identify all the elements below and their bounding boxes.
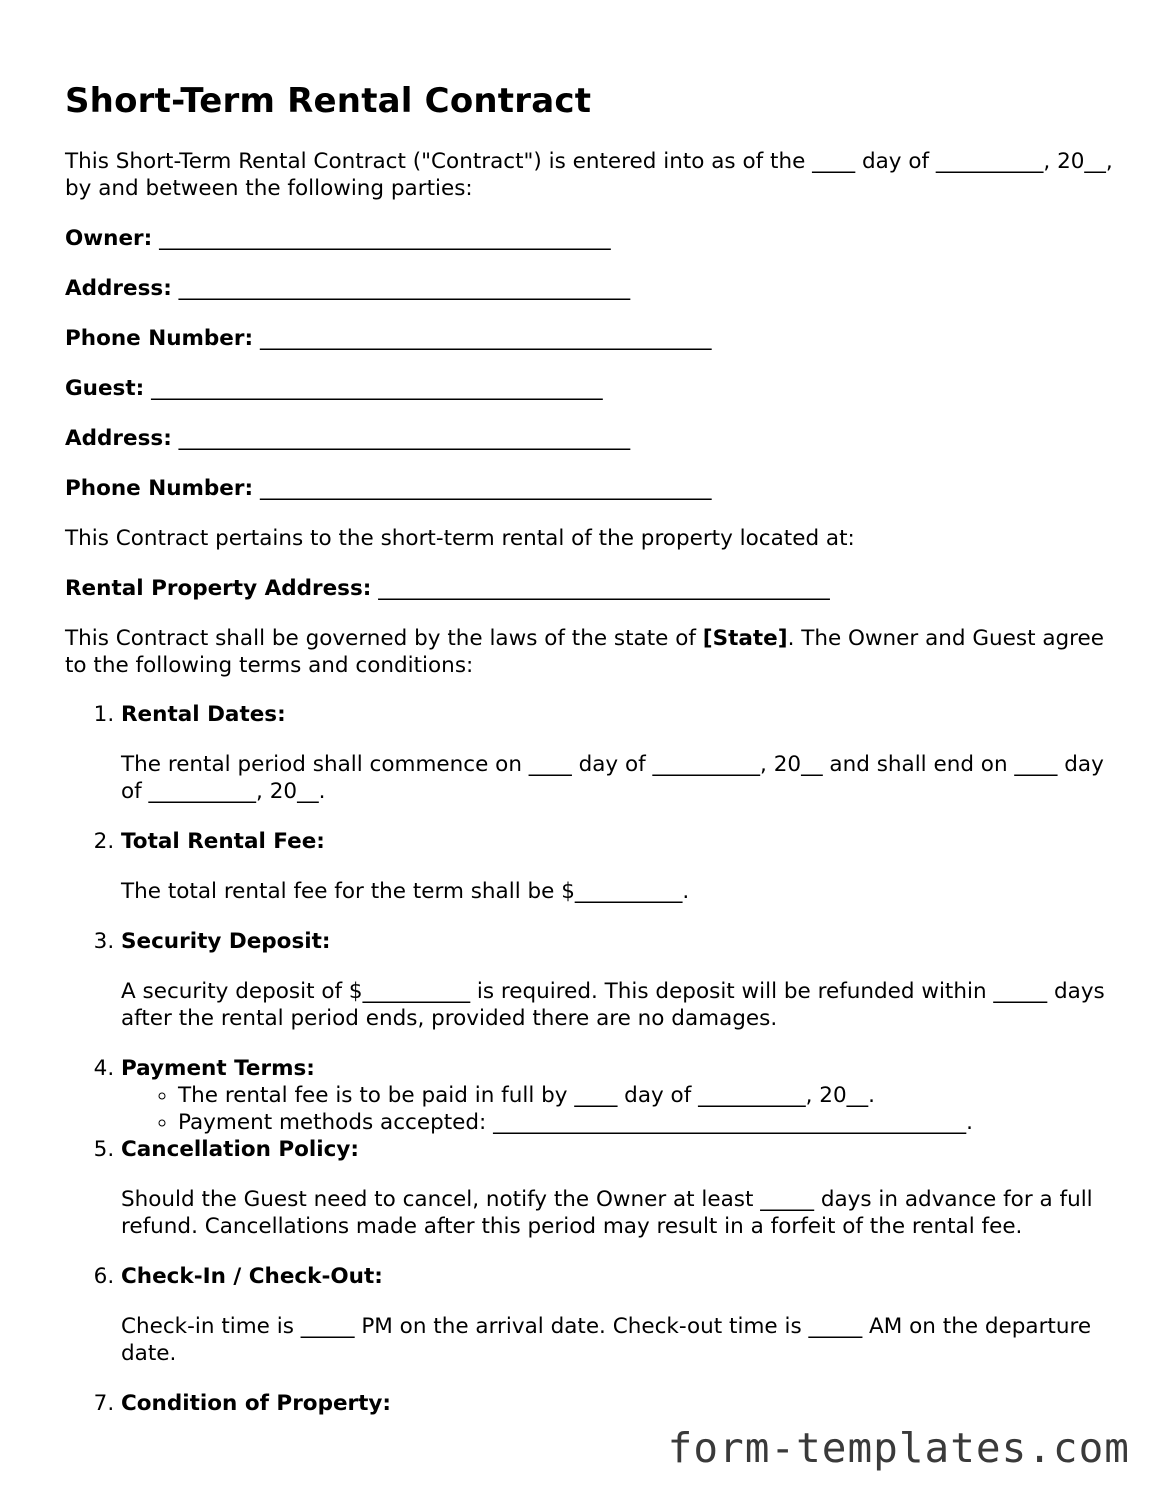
term-cancellation-policy	[121, 1136, 1115, 1240]
field-blank: __________________________________________	[178, 276, 631, 301]
list-item: ◦ The rental fee is to be paid in full by ____ day of __________, 20__.	[178, 1082, 1115, 1109]
field-blank: __________________________________________	[178, 426, 631, 451]
term-title: 1. Rental Dates:	[121, 702, 286, 727]
term-title: 3. Security Deposit:	[121, 929, 331, 954]
owner-phone-field	[65, 325, 1115, 352]
field-blank: __________________________________________	[259, 476, 712, 501]
term-title: 2. Total Rental Fee:	[121, 829, 325, 854]
term-body: Check-in time is _____ PM on the arrival date. Check-out time is _____ AM on the departure date.	[121, 1314, 1092, 1366]
field-blank: __________________________________________	[259, 326, 712, 351]
field-label: Address:	[65, 426, 172, 451]
term-check-in-out	[121, 1263, 1115, 1367]
field-blank: __________________________________________	[159, 226, 611, 251]
list-item: ◦ Payment methods accepted: ____________________________________________.	[178, 1109, 1115, 1136]
field-label: Phone Number:	[65, 326, 254, 351]
document-page	[65, 80, 1115, 1417]
term-title: 7. Condition of Property:	[121, 1391, 392, 1416]
rental-property-field	[65, 575, 1115, 602]
field-blank: __________________________________________	[151, 376, 603, 401]
term-rental-dates	[121, 701, 1115, 805]
guest-address-field	[65, 425, 1115, 452]
field-label: Address:	[65, 276, 172, 301]
term-body: The rental period shall commence on ____ day of __________, 20__ and shall end on ____ day of __________, 20__.	[121, 752, 1104, 804]
payment-terms-list	[121, 1082, 1115, 1136]
term-title: 4. Payment Terms:	[121, 1056, 315, 1081]
terms-list	[65, 701, 1115, 1417]
field-label: Phone Number:	[65, 476, 254, 501]
field-label: Owner:	[65, 226, 153, 251]
field-blank: __________________________________________	[378, 576, 830, 601]
owner-address-field	[65, 275, 1115, 302]
intro-paragraph: This Short-Term Rental Contract ("Contract") is entered into as of the ____ day of __________, 20__, by and between the following parties:	[65, 149, 1113, 201]
page-title: Short-Term Rental Contract	[65, 81, 592, 121]
owner-field	[65, 225, 1115, 252]
term-body: The total rental fee for the term shall be $__________.	[121, 879, 690, 904]
field-label: Rental Property Address:	[65, 576, 372, 601]
term-body: Should the Guest need to cancel, notify the Owner at least _____ days in advance for a full refund. Cancellations made after this period may result in a forfeit of the rental fee.	[121, 1187, 1093, 1239]
term-title: 6. Check-In / Check-Out:	[121, 1264, 383, 1289]
state-placeholder: [State]	[702, 626, 788, 651]
term-body: A security deposit of $__________ is required. This deposit will be refunded within _____ days after the rental period ends, provided there are no damages.	[121, 979, 1105, 1031]
watermark: form-templates.com	[667, 1424, 1130, 1472]
guest-phone-field	[65, 475, 1115, 502]
property-intro: This Contract pertains to the short-term rental of the property located at:	[65, 526, 855, 551]
governing-law-paragraph: This Contract shall be governed by the laws of the state of [State]. The Owner and Guest agree to the following terms and conditions:	[65, 626, 1104, 678]
guest-field	[65, 375, 1115, 402]
term-security-deposit	[121, 928, 1115, 1032]
term-condition-of-property	[121, 1390, 1115, 1417]
term-payment-terms	[121, 1055, 1115, 1136]
term-total-rental-fee	[121, 828, 1115, 905]
field-label: Guest:	[65, 376, 145, 401]
term-title: 5. Cancellation Policy:	[121, 1137, 360, 1162]
